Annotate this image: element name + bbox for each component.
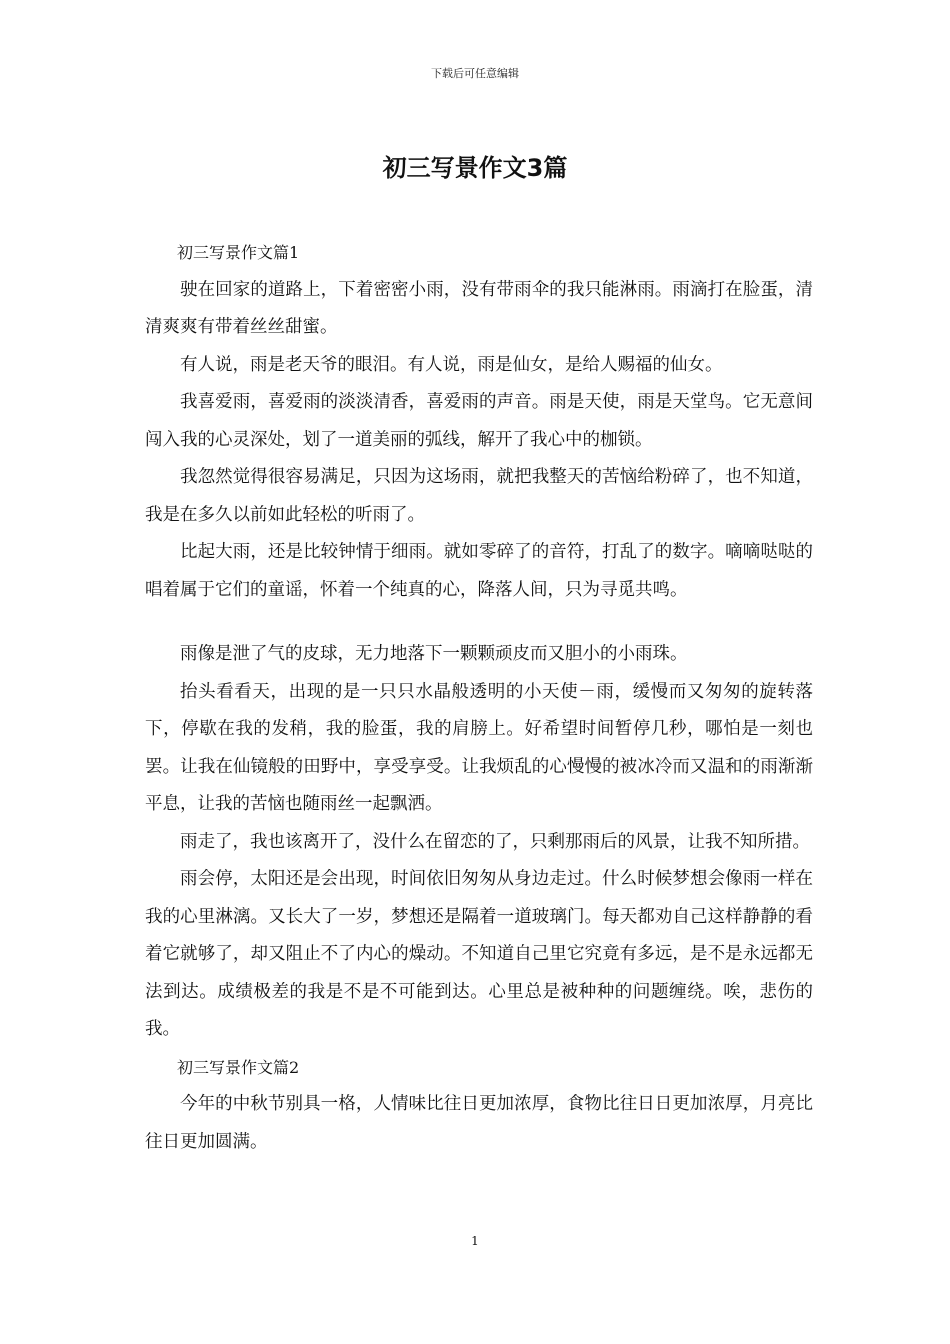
paragraph: 驶在回家的道路上，下着密密小雨，没有带雨伞的我只能淋雨。雨滴打在脸蛋，清清爽爽有带着丝丝甜蜜。 [145, 279, 813, 337]
paragraph: 雨会停，太阳还是会出现，时间依旧匆匆从身边走过。什么时候梦想会像雨一样在我的心里淋漓。又长大了一岁，梦想还是隔着一道玻璃门。每天都劝自己这样静静的看着它就够了，却又阻止不了内心的燥动。不知道自己里它究竟有多远，是不是永远都无法到达。成绩极差的我是不是不可能到达。心里总是被种种的问题缠绕。唉，悲伤的我。 [145, 869, 813, 1039]
paragraph: 比起大雨，还是比较钟情于细雨。就如零碎了的音符，打乱了的数字。嘀嘀哒哒的唱着属于它们的童谣，怀着一个纯真的心，降落人间，只为寻觅共鸣。 [145, 542, 813, 600]
document-title: 初三写景作文3篇 [382, 154, 568, 182]
paragraph: 我喜爱雨，喜爱雨的淡淡清香，喜爱雨的声音。雨是天使，雨是天堂鸟。它无意间闯入我的心灵深处，划了一道美丽的弧线，解开了我心中的枷锁。 [145, 392, 813, 450]
document-body [145, 234, 813, 1161]
paragraph: 雨像是泄了气的皮球，无力地落下一颗颗顽皮而又胆小的小雨珠。 [180, 644, 688, 664]
paragraph: 有人说，雨是老天爷的眼泪。有人说，雨是仙女，是给人赐福的仙女。 [180, 354, 723, 375]
section-heading-1: 初三写景作文篇1 [177, 243, 300, 262]
page-number: 1 [471, 1234, 479, 1248]
paragraph: 今年的中秋节别具一格，人情味比往日更加浓厚，食物比往日日更加浓厚，月亮比往日更加圆满。 [145, 1094, 813, 1152]
paragraph: 我忽然觉得很容易满足，只因为这场雨，就把我整天的苦恼给粉碎了，也不知道，我是在多久以前如此轻松的听雨了。 [145, 467, 813, 525]
blank-line [145, 609, 813, 636]
section-heading-2: 初三写景作文篇2 [177, 1057, 300, 1077]
paragraph: 雨走了，我也该离开了，没什么在留恋的了，只剩那雨后的风景，让我不知所措。 [180, 831, 810, 852]
page-header-note: 下载后可任意编辑 [431, 67, 519, 80]
paragraph: 抬头看看天，出现的是一只只水晶般透明的小天使－雨，缓慢而又匆匆的旋转落下，停歇在我的发稍，我的脸蛋，我的肩膀上。好希望时间暂停几秒，哪怕是一刻也罢。让我在仙镜般的田野中，享受享受。让我烦乱的心慢慢的被冰冷而又温和的雨渐渐平息，让我的苦恼也随雨丝一起飘洒。 [145, 681, 813, 814]
